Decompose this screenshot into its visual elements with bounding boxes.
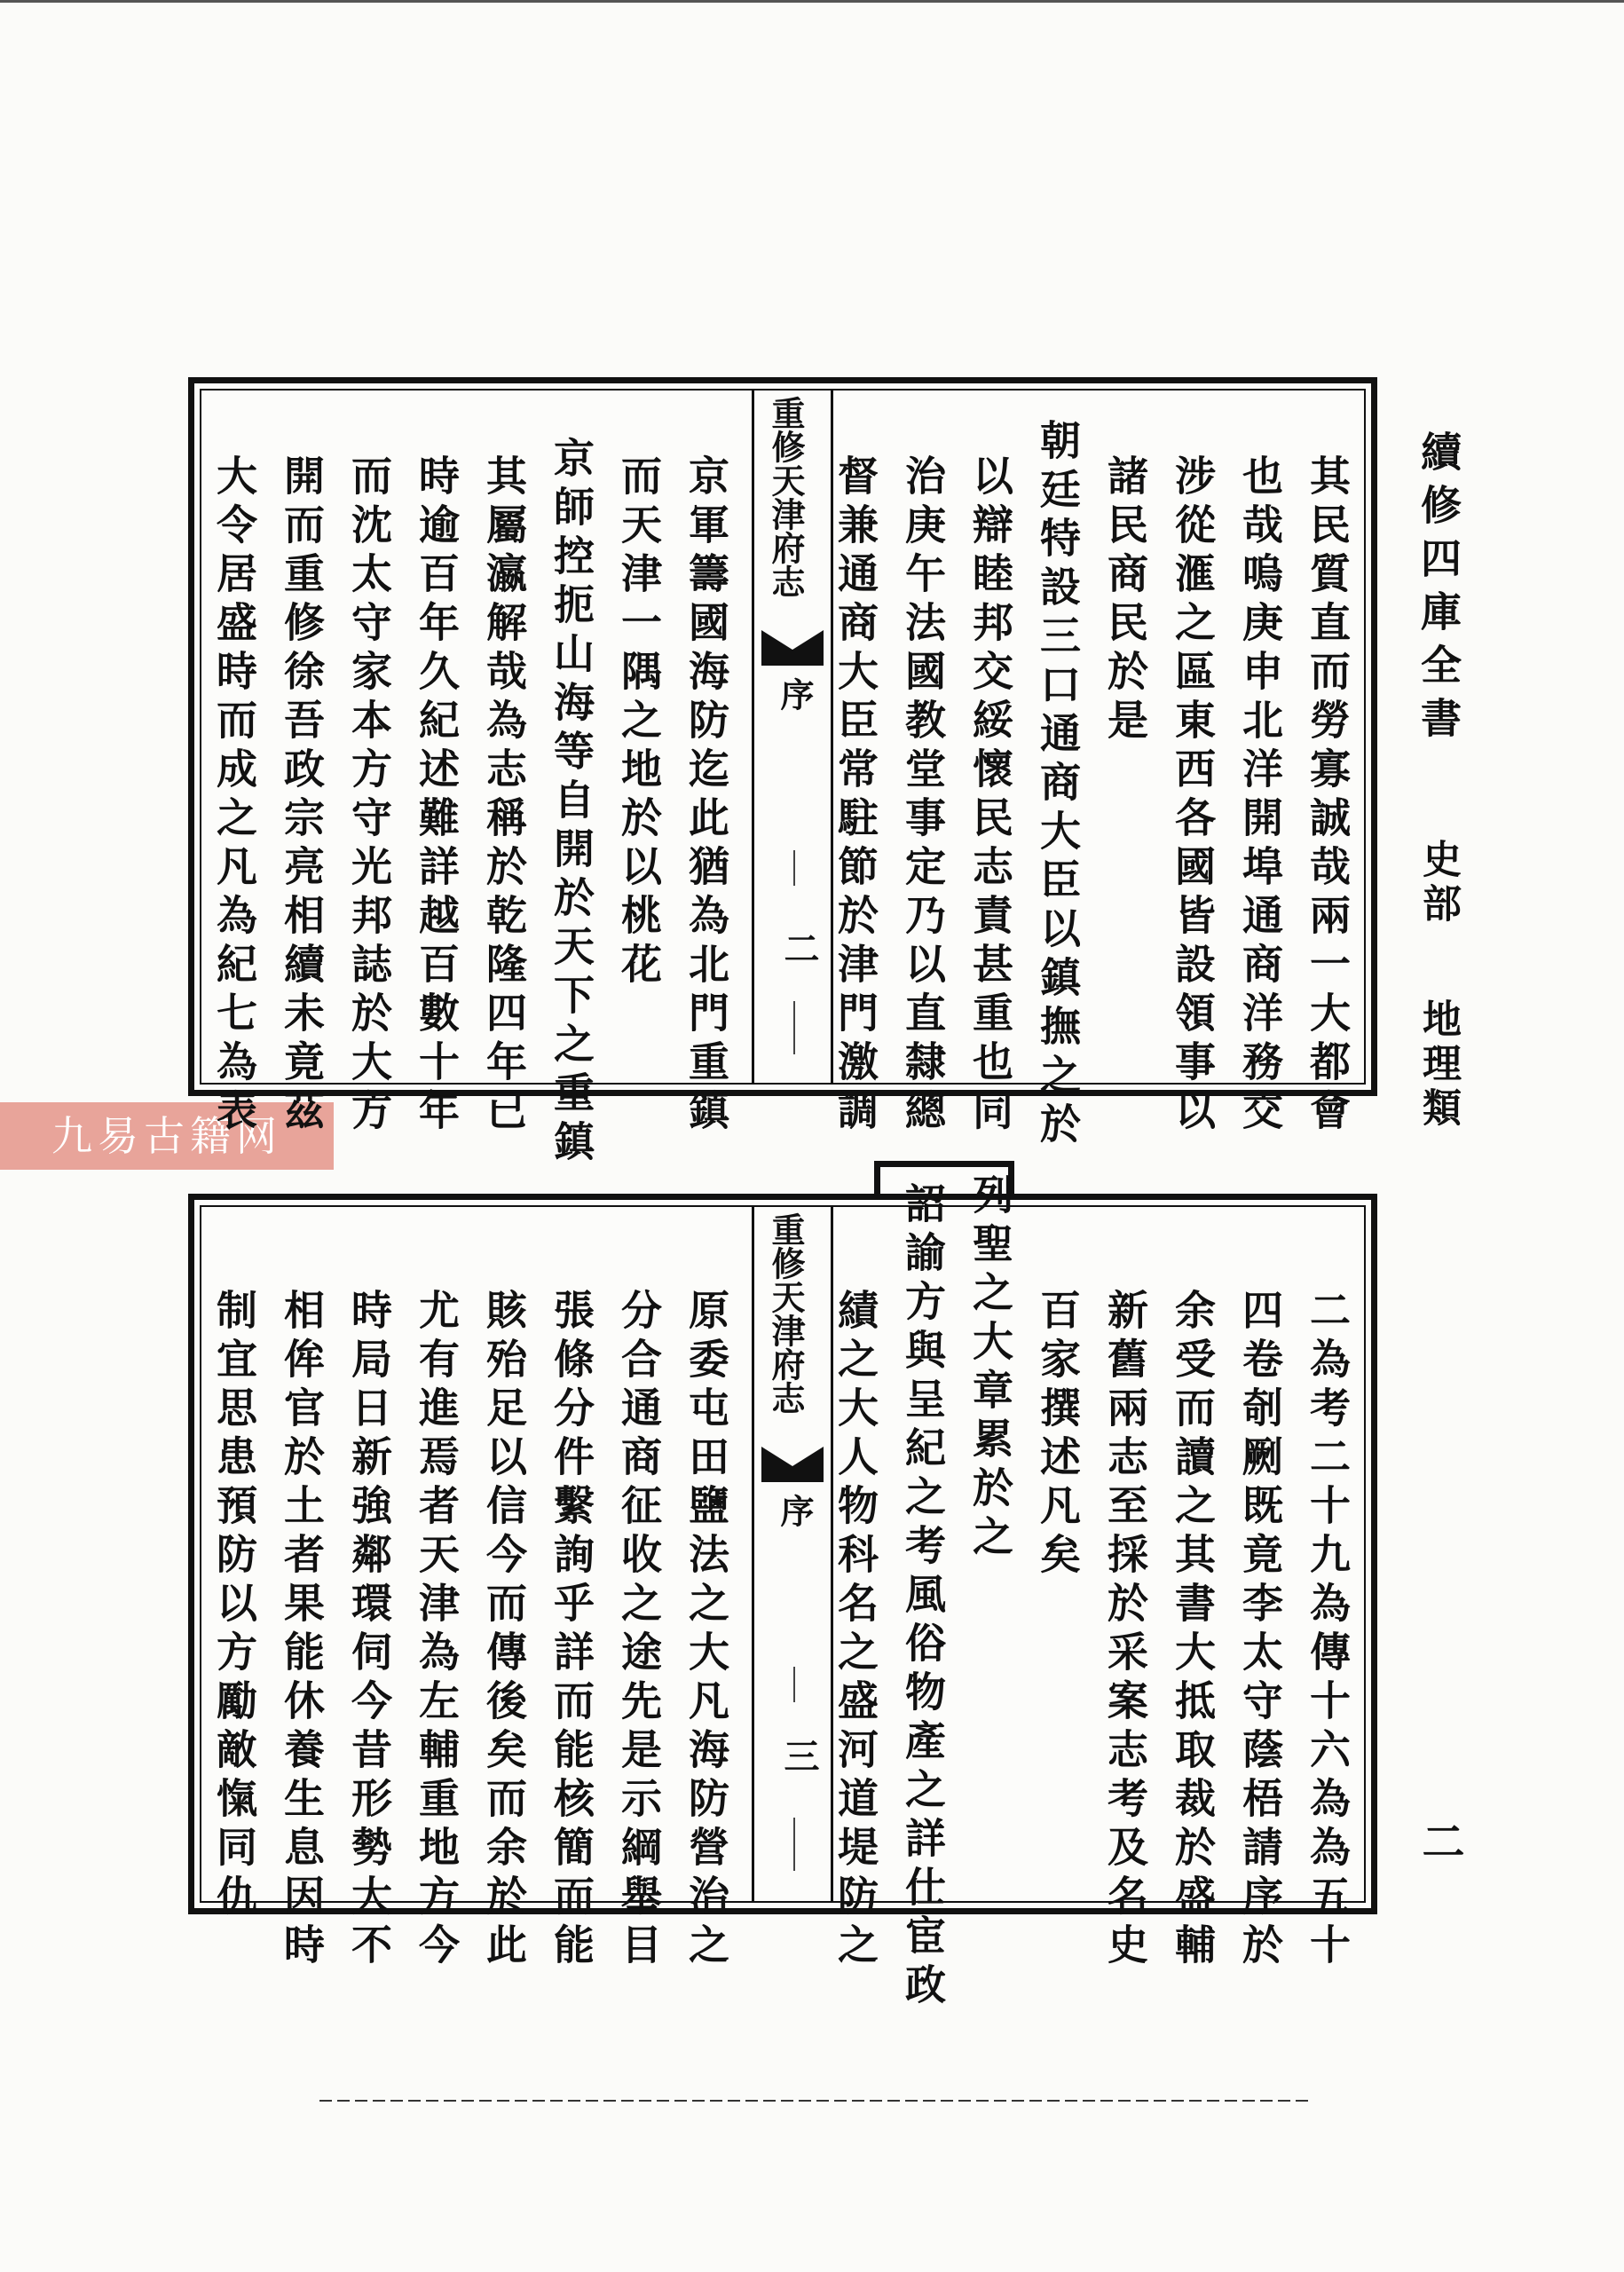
text-column: 詔諭方與呈紀之考風俗物產之詳仕宦政 xyxy=(899,1182,947,2012)
text-column: 涉從滙之區東西各國皆設領事以 xyxy=(1169,454,1217,1138)
lower-panel-spine xyxy=(752,1205,833,1903)
text-column: 時逾百年久紀述難詳越百數十年 xyxy=(413,454,461,1138)
category-class: 地理類 xyxy=(1415,998,1461,1132)
spine-tick xyxy=(793,1001,795,1054)
text-column: 也哉嗚庚申北洋開埠通商洋務交 xyxy=(1236,454,1284,1138)
text-column: 朝廷特設三口通商大臣以鎮撫之於 xyxy=(1034,419,1082,1151)
text-column: 制宜思患預防以方勵敵愾同仇 xyxy=(210,1289,258,1923)
spine-title: 重修天津府志 xyxy=(766,396,806,598)
series-title: 續修四庫全書 xyxy=(1415,430,1462,750)
text-column: 新舊兩志至採於采案志考及名史 xyxy=(1101,1289,1149,1972)
category-part: 史部 xyxy=(1415,839,1461,927)
watermark-logo: 九易古籍网 xyxy=(0,1102,334,1170)
spine-tick xyxy=(793,850,795,886)
spine-tick xyxy=(793,1818,795,1871)
text-column: 其民質直而勞寡誠哉兩一大都會 xyxy=(1304,454,1352,1138)
spine-section: 序 xyxy=(775,677,815,711)
text-column: 而沈太守家本方守光邦誌於大方 xyxy=(345,454,393,1138)
spine-page-number: 二 xyxy=(778,930,820,966)
text-column: 尤有進焉者天津為左輔重地方今 xyxy=(413,1289,461,1972)
spine-section: 序 xyxy=(775,1494,815,1527)
text-column: 績之大人物科名之盛河道堤防之 xyxy=(832,1289,879,1972)
lower-page-panel xyxy=(188,1173,1377,2012)
text-column: 開而重修徐吾政宗亮相續未竟茲 xyxy=(278,454,326,1138)
text-column: 以辯睦邦交綏懷民志責甚重也同 xyxy=(966,454,1014,1138)
text-column: 大令居盛時而成之凡為紀七為表 xyxy=(210,454,258,1138)
folio-number: 二 xyxy=(1415,1819,1464,1862)
text-column: 治庚午法國教堂事定乃以直隸總 xyxy=(899,454,947,1138)
text-column: 百家撰述凡矣 xyxy=(1034,1289,1082,1582)
spine-page-number: 三 xyxy=(778,1738,820,1773)
spine-title: 重修天津府志 xyxy=(766,1212,806,1415)
text-column: 賅殆足以信今而傳後矣而余於此 xyxy=(480,1289,528,1972)
text-column: 四卷剞劂既竟李太守蔭梧請序於 xyxy=(1236,1289,1284,1972)
bottom-dashed-rule xyxy=(319,2100,1313,2102)
text-column: 京軍籌國海防迄此猶為北門重鎮 xyxy=(682,454,730,1138)
text-column: 余受而讀之其書大抵取裁於盛輔 xyxy=(1169,1289,1217,1972)
text-column: 相侔官於土者果能休養生息因時 xyxy=(278,1289,326,1972)
text-column: 而天津一隅之地於以桃花 xyxy=(615,454,663,991)
spine-tick xyxy=(793,1667,795,1702)
text-column: 分合通商征收之途先是示綱舉目 xyxy=(615,1289,663,1972)
top-edge-rule xyxy=(0,0,1624,3)
text-column: 張條分件繫詢乎詳而能核簡而能 xyxy=(548,1289,595,1972)
text-column: 其屬瀛解哉為志稱於乾隆四年已 xyxy=(480,454,528,1138)
text-column: 二為考二十九為傳十六為為五十 xyxy=(1304,1289,1352,1972)
fish-tail-mark-icon xyxy=(761,630,824,666)
fish-tail-mark-icon xyxy=(761,1447,824,1482)
upper-panel-spine xyxy=(752,389,833,1085)
text-column: 京師控扼山海等自開於天下之重鎮 xyxy=(548,437,595,1169)
text-column: 原委屯田鹽法之大凡海防營治之 xyxy=(682,1289,730,1972)
text-column: 督兼通商大臣常駐節於津門激調 xyxy=(832,454,879,1138)
upper-page-panel xyxy=(188,377,1377,1169)
text-column: 諸民商民於是 xyxy=(1101,454,1149,747)
text-column: 時局日新強鄰環伺今昔形勢大不 xyxy=(345,1289,393,1972)
text-column: 列聖之大章累於之 xyxy=(966,1173,1014,1564)
